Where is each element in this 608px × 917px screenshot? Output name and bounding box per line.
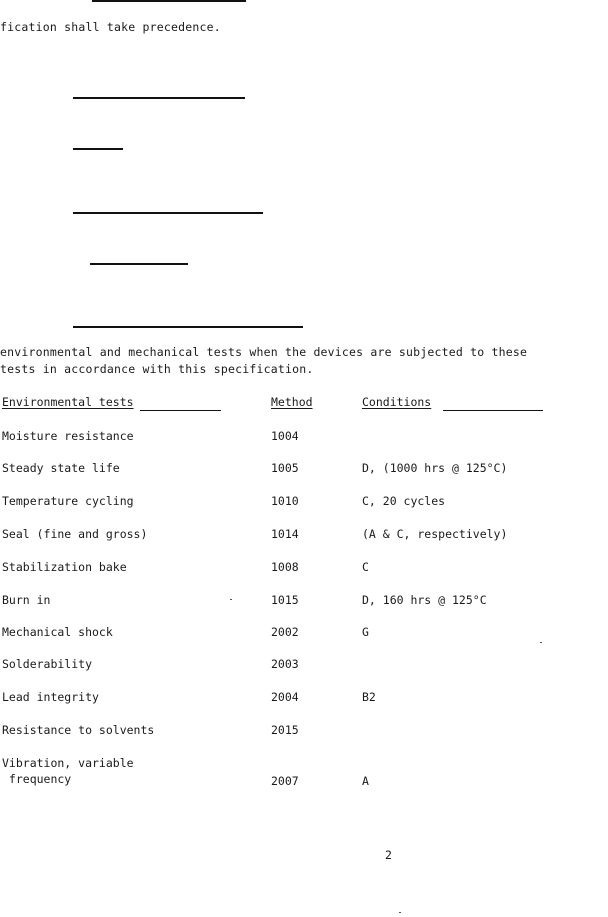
scan-speck <box>230 599 232 600</box>
page-number: 2 <box>385 848 392 862</box>
continued-paragraph-line: fication shall take precedence. <box>0 20 221 34</box>
test-method: 2007 <box>271 774 299 788</box>
test-name: Moisture resistance <box>2 429 134 443</box>
header-tests-underline-extension <box>140 410 221 411</box>
heading-rule-5 <box>90 263 188 265</box>
test-method: 1005 <box>271 461 299 475</box>
table-row <box>0 495 608 509</box>
test-conditions: B2 <box>362 690 376 704</box>
test-name: Stabilization bake <box>2 560 127 574</box>
test-name: Burn in <box>2 593 51 607</box>
scan-speck <box>540 642 542 643</box>
test-conditions: C, 20 cycles <box>362 494 446 508</box>
table-row <box>0 626 608 640</box>
test-method: 1010 <box>271 494 299 508</box>
test-method: 1015 <box>271 593 299 607</box>
test-conditions: G <box>362 625 369 639</box>
table-row <box>0 757 608 787</box>
header-environmental-tests: Environmental tests <box>2 395 134 409</box>
test-conditions: C <box>362 560 369 574</box>
test-name-line-2: frequency <box>2 772 72 786</box>
table-row <box>0 430 608 444</box>
test-method: 2003 <box>271 657 299 671</box>
table-row <box>0 724 608 738</box>
test-name: Solderability <box>2 657 93 671</box>
table-row <box>0 462 608 476</box>
header-conditions-underline-extension <box>443 410 543 411</box>
test-method: 2002 <box>271 625 299 639</box>
table-row <box>0 528 608 542</box>
test-name: Lead integrity <box>2 690 99 704</box>
test-name: Resistance to solvents <box>2 723 155 737</box>
intro-line-1: environmental and mechanical tests when the devices are subjected to these <box>0 345 528 359</box>
test-name: Steady state life <box>2 461 120 475</box>
table-row <box>0 691 608 705</box>
heading-rule-6 <box>73 326 303 328</box>
test-conditions: D, 160 hrs @ 125°C <box>362 593 487 607</box>
test-name: Seal (fine and gross) <box>2 527 148 541</box>
test-conditions: D, (1000 hrs @ 125°C) <box>362 461 508 475</box>
test-method: 1008 <box>271 560 299 574</box>
test-method: 2015 <box>271 723 299 737</box>
table-row <box>0 561 608 575</box>
test-method: 1004 <box>271 429 299 443</box>
heading-rule-2 <box>73 97 245 99</box>
test-name: Temperature cycling <box>2 494 134 508</box>
header-conditions: Conditions <box>362 395 432 409</box>
scan-speck <box>399 912 401 913</box>
intro-line-2: tests in accordance with this specification. <box>0 362 314 376</box>
table-row <box>0 594 608 608</box>
header-method: Method <box>271 395 313 409</box>
test-name-line-1: Vibration, variable <box>2 756 134 770</box>
test-conditions: A <box>362 774 369 788</box>
heading-rule-3 <box>73 148 123 150</box>
test-name: Mechanical shock <box>2 625 113 639</box>
table-row <box>0 658 608 672</box>
heading-rule-4 <box>73 212 263 214</box>
test-method: 1014 <box>271 527 299 541</box>
heading-rule-1 <box>92 0 246 2</box>
test-conditions: (A & C, respectively) <box>362 527 508 541</box>
test-method: 2004 <box>271 690 299 704</box>
